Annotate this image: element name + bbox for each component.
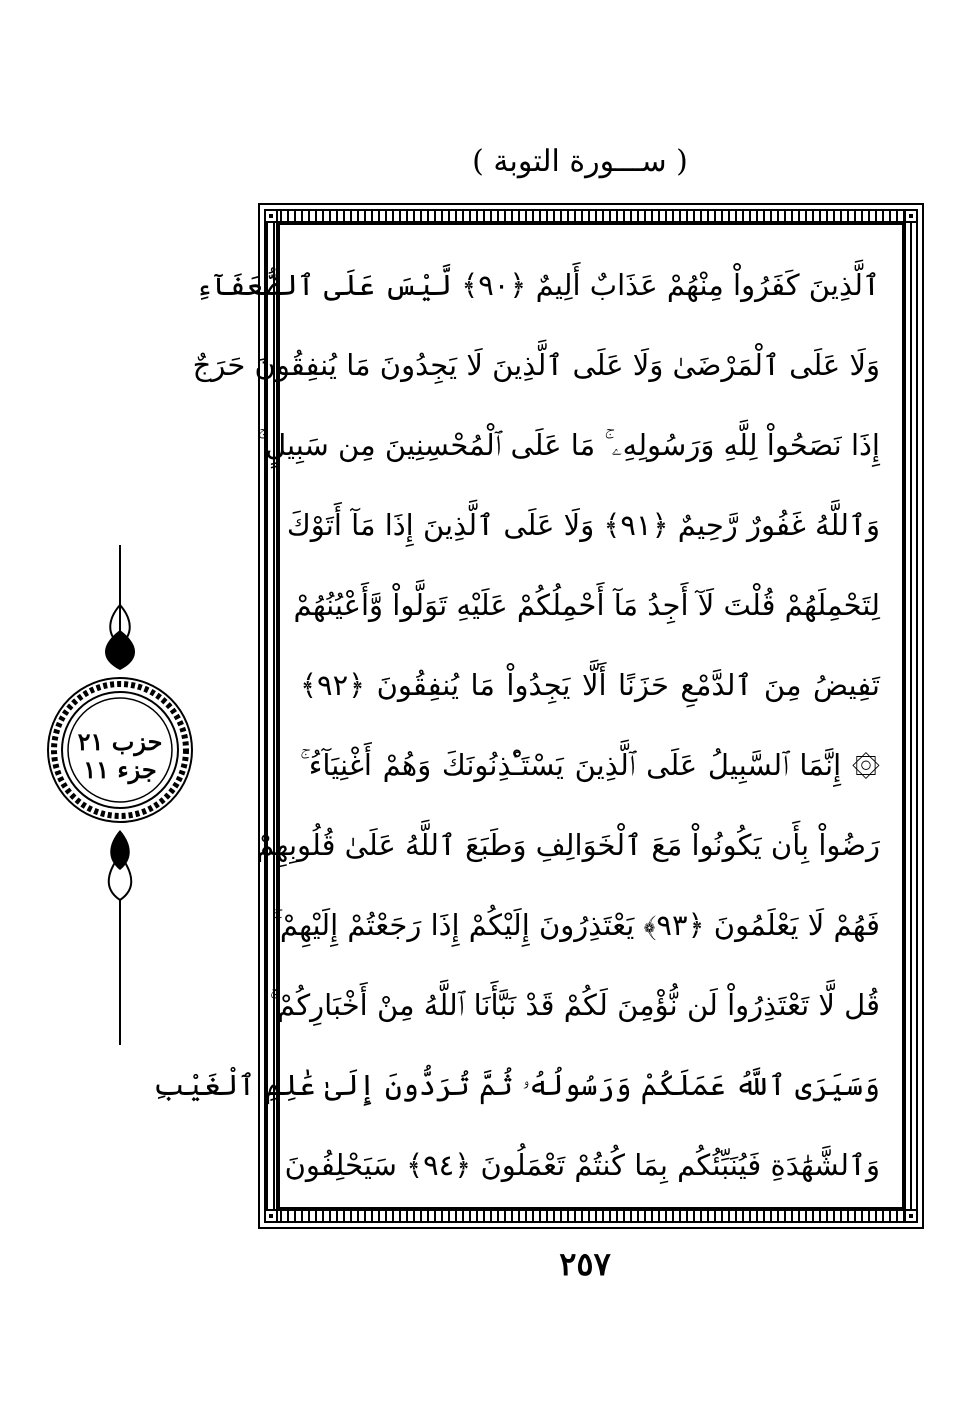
verse-line: وَٱللَّهُ غَفُورٌ رَّحِيمٌ ﴿٩١﴾ وَلَا عَلَى ٱلَّذِينَ إِذَا مَآ أَتَوْكَ <box>286 508 880 542</box>
verse-line: فَهُمْ لَا يَعْلَمُونَ ﴿٩٣﴾ يَعْتَذِرُونَ إِلَيْكُمْ إِذَا رَجَعْتُمْ إِلَيْهِمْ ۚ <box>272 908 880 942</box>
verse-line: تَفِيضُ مِنَ ٱلدَّمْعِ حَزَنًا أَلَّا يَجِدُواْ مَا يُنفِقُونَ ﴿٩٢﴾ <box>300 668 880 702</box>
verse-line: وَٱلشَّهَٰدَةِ فَيُنَبِّئُكُم بِمَا كُنتُمْ تَعْمَلُونَ ﴿٩٤﴾ سَيَحْلِفُونَ <box>284 1148 880 1182</box>
juz-label: جزء ١١ <box>83 755 157 784</box>
corner-ornament <box>904 209 918 223</box>
hizb-medallion-ornament <box>45 545 195 1045</box>
verse-line: إِذَا نَصَحُواْ لِلَّهِ وَرَسُولِهِۦ ۚ مَا عَلَى ٱلْمُحْسِنِينَ مِن سَبِيلٍ ۚ <box>257 428 880 462</box>
surah-title: ( ســـورة التوبة ) <box>472 144 688 179</box>
verse-line: ۞ إِنَّمَا ٱلسَّبِيلُ عَلَى ٱلَّذِينَ يَسْتَـْٔذِنُونَكَ وَهُمْ أَغْنِيَآءُ ۚ <box>300 748 880 782</box>
corner-ornament <box>264 209 278 223</box>
page-number: ٢٥٧ <box>559 1245 611 1283</box>
verse-text-block <box>153 255 880 1195</box>
corner-ornament <box>264 1209 278 1223</box>
verse-line: رَضُواْ بِأَن يَكُونُواْ مَعَ ٱلْخَوَالِفِ وَطَبَعَ ٱللَّهُ عَلَىٰ قُلُوبِهِمْ <box>256 828 880 862</box>
corner-ornament <box>904 1209 918 1223</box>
verse-line: وَسَيَرَى ٱللَّهُ عَمَلَكُمْ وَرَسُولُهُۥ ثُمَّ تُرَدُّونَ إِلَىٰ عَٰلِمِ ٱلْغَيْبِ <box>153 1068 880 1102</box>
verse-line: ٱلَّذِينَ كَفَرُواْ مِنْهُمْ عَذَابٌ أَلِيمٌ ﴿٩٠﴾ لَّيْسَ عَلَى ٱلضُّعَفَآءِ <box>195 268 880 302</box>
verse-line: لِتَحْمِلَهُمْ قُلْتَ لَآ أَجِدُ مَآ أَحْمِلُكُمْ عَلَيْهِ تَوَلَّواْ وَّأَعْيُنُهُمْ <box>293 588 880 622</box>
verse-line: وَلَا عَلَى ٱلْمَرْضَىٰ وَلَا عَلَى ٱلَّذِينَ لَا يَجِدُونَ مَا يُنفِقُونَ حَرَجٌ <box>192 348 880 382</box>
hizb-label: حزب ٢١ <box>77 727 163 756</box>
verse-line: قُل لَّا تَعْتَذِرُواْ لَن نُّؤْمِنَ لَكُمْ قَدْ نَبَّأَنَا ٱللَّهُ مِنْ أَخْبَارِكُمْ ۚ <box>269 988 880 1022</box>
